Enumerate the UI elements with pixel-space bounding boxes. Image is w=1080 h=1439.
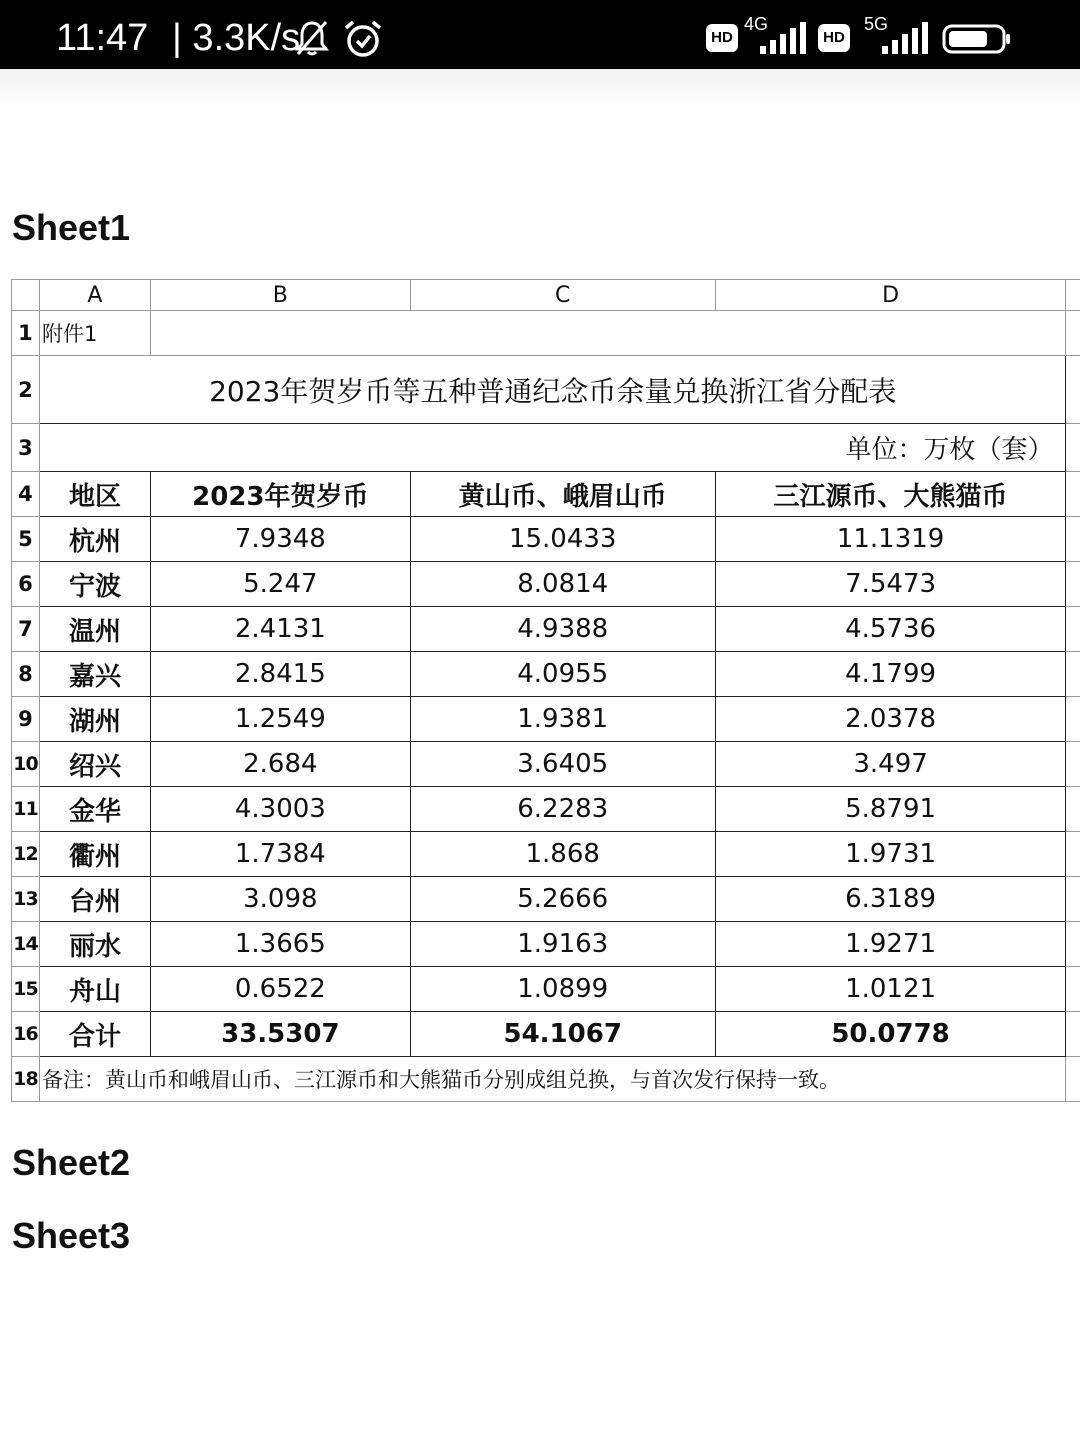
region-cell: 温州 bbox=[39, 607, 150, 652]
table-row bbox=[12, 652, 1080, 697]
row-number[interactable]: 12 bbox=[12, 832, 40, 877]
value-cell: 4.5736 bbox=[715, 607, 1066, 652]
table-cell bbox=[1066, 697, 1080, 742]
row-number[interactable]: 18 bbox=[12, 1057, 40, 1102]
column-header[interactable]: D bbox=[715, 280, 1066, 311]
table-cell bbox=[1066, 311, 1080, 356]
table-row bbox=[12, 967, 1080, 1012]
table-row bbox=[12, 424, 1080, 472]
header-cell: 地区 bbox=[39, 472, 150, 517]
total-row bbox=[12, 1012, 1080, 1057]
region-cell: 嘉兴 bbox=[39, 652, 150, 697]
table-row bbox=[12, 356, 1080, 424]
table-cell bbox=[1066, 424, 1080, 472]
value-cell: 7.5473 bbox=[715, 562, 1066, 607]
network-type-label: 5G bbox=[864, 14, 889, 34]
value-cell: 2.8415 bbox=[150, 652, 410, 697]
region-cell: 台州 bbox=[39, 877, 150, 922]
table-cell bbox=[1066, 877, 1080, 922]
signal-icon bbox=[758, 22, 808, 56]
total-value: 33.5307 bbox=[150, 1012, 410, 1057]
table-cell bbox=[1066, 472, 1080, 517]
row-number[interactable]: 13 bbox=[12, 877, 40, 922]
value-cell: 3.6405 bbox=[410, 742, 715, 787]
value-cell: 2.0378 bbox=[715, 697, 1066, 742]
table-row bbox=[12, 607, 1080, 652]
table-cell bbox=[1066, 832, 1080, 877]
unit-label: 单位：万枚（套） bbox=[39, 424, 1066, 472]
value-cell: 1.9271 bbox=[715, 922, 1066, 967]
region-cell: 丽水 bbox=[39, 922, 150, 967]
table-cell bbox=[1066, 562, 1080, 607]
table-row bbox=[12, 697, 1080, 742]
value-cell: 1.9163 bbox=[410, 922, 715, 967]
table-header-row bbox=[12, 472, 1080, 517]
value-cell: 5.8791 bbox=[715, 787, 1066, 832]
row-number[interactable]: 4 bbox=[12, 472, 40, 517]
table-cell bbox=[1066, 356, 1080, 424]
region-cell: 湖州 bbox=[39, 697, 150, 742]
region-cell: 金华 bbox=[39, 787, 150, 832]
value-cell: 0.6522 bbox=[150, 967, 410, 1012]
value-cell: 2.4131 bbox=[150, 607, 410, 652]
column-header[interactable]: B bbox=[150, 280, 410, 311]
value-cell: 1.0899 bbox=[410, 967, 715, 1012]
table-cell bbox=[150, 311, 1066, 356]
header-cell: 黄山币、峨眉山币 bbox=[410, 472, 715, 517]
value-cell: 1.868 bbox=[410, 832, 715, 877]
note-row bbox=[12, 1057, 1080, 1102]
region-cell: 杭州 bbox=[39, 517, 150, 562]
value-cell: 5.247 bbox=[150, 562, 410, 607]
alarm-icon bbox=[342, 18, 384, 60]
column-header[interactable]: C bbox=[410, 280, 715, 311]
row-number[interactable]: 9 bbox=[12, 697, 40, 742]
table-row bbox=[12, 742, 1080, 787]
hd-badge: HD bbox=[818, 24, 850, 52]
row-number[interactable]: 1 bbox=[12, 311, 40, 356]
table-row bbox=[12, 787, 1080, 832]
clock: 11:47 bbox=[56, 17, 149, 59]
battery-icon bbox=[942, 24, 1012, 54]
row-number[interactable]: 10 bbox=[12, 742, 40, 787]
header-cell: 2023年贺岁币 bbox=[150, 472, 410, 517]
table-row bbox=[12, 832, 1080, 877]
table-row bbox=[12, 517, 1080, 562]
value-cell: 1.3665 bbox=[150, 922, 410, 967]
value-cell: 4.3003 bbox=[150, 787, 410, 832]
table-row bbox=[12, 562, 1080, 607]
row-number[interactable]: 3 bbox=[12, 424, 40, 472]
region-cell: 宁波 bbox=[39, 562, 150, 607]
region-cell: 舟山 bbox=[39, 967, 150, 1012]
header-cell: 三江源币、大熊猫币 bbox=[715, 472, 1066, 517]
value-cell: 11.1319 bbox=[715, 517, 1066, 562]
table-row bbox=[12, 877, 1080, 922]
network-type-label: 4G bbox=[744, 14, 769, 34]
value-cell: 3.098 bbox=[150, 877, 410, 922]
table-cell bbox=[1066, 607, 1080, 652]
value-cell: 3.497 bbox=[715, 742, 1066, 787]
sheet-title: Sheet3 bbox=[12, 1215, 131, 1256]
network-speed: | 3.3K/s bbox=[172, 17, 301, 59]
table-cell bbox=[1066, 1057, 1080, 1102]
value-cell: 2.684 bbox=[150, 742, 410, 787]
row-number[interactable]: 14 bbox=[12, 922, 40, 967]
spreadsheet-table bbox=[11, 279, 1080, 1102]
value-cell: 15.0433 bbox=[410, 517, 715, 562]
hd-badge: HD bbox=[706, 24, 738, 52]
value-cell: 1.2549 bbox=[150, 697, 410, 742]
value-cell: 6.2283 bbox=[410, 787, 715, 832]
table-cell bbox=[1066, 1012, 1080, 1057]
value-cell: 4.0955 bbox=[410, 652, 715, 697]
total-label: 合计 bbox=[39, 1012, 150, 1057]
row-number[interactable]: 11 bbox=[12, 787, 40, 832]
row-number[interactable]: 8 bbox=[12, 652, 40, 697]
corner-cell bbox=[12, 280, 40, 311]
row-number[interactable]: 5 bbox=[12, 517, 40, 562]
value-cell: 1.9731 bbox=[715, 832, 1066, 877]
table-cell bbox=[1066, 652, 1080, 697]
value-cell: 1.7384 bbox=[150, 832, 410, 877]
note-text: 备注：黄山币和峨眉山币、三江源币和大熊猫币分别成组兑换，与首次发行保持一致。 bbox=[39, 1057, 1066, 1102]
value-cell: 7.9348 bbox=[150, 517, 410, 562]
bell-off-icon bbox=[292, 18, 332, 58]
value-cell: 6.3189 bbox=[715, 877, 1066, 922]
table-cell bbox=[1066, 742, 1080, 787]
value-cell: 1.0121 bbox=[715, 967, 1066, 1012]
row-number[interactable]: 6 bbox=[12, 562, 40, 607]
column-header bbox=[1066, 280, 1080, 311]
total-value: 54.1067 bbox=[410, 1012, 715, 1057]
attachment-label: 附件1 bbox=[39, 311, 150, 356]
toolbar-shadow bbox=[0, 69, 1080, 109]
region-cell: 绍兴 bbox=[39, 742, 150, 787]
signal-icon bbox=[880, 22, 930, 56]
row-number[interactable]: 15 bbox=[12, 967, 40, 1012]
row-number[interactable]: 7 bbox=[12, 607, 40, 652]
table-row bbox=[12, 922, 1080, 967]
table-cell bbox=[1066, 967, 1080, 1012]
table-row bbox=[12, 311, 1080, 356]
value-cell: 8.0814 bbox=[410, 562, 715, 607]
total-value: 50.0778 bbox=[715, 1012, 1066, 1057]
table-cell bbox=[1066, 922, 1080, 967]
sheet-title: Sheet1 bbox=[12, 207, 131, 248]
value-cell: 1.9381 bbox=[410, 697, 715, 742]
column-header[interactable]: A bbox=[39, 280, 150, 311]
row-number[interactable]: 16 bbox=[12, 1012, 40, 1057]
table-cell bbox=[1066, 517, 1080, 562]
table-title: 2023年贺岁币等五种普通纪念币余量兑换浙江省分配表 bbox=[39, 356, 1066, 424]
value-cell: 5.2666 bbox=[410, 877, 715, 922]
value-cell: 4.9388 bbox=[410, 607, 715, 652]
region-cell: 衢州 bbox=[39, 832, 150, 877]
column-header-row bbox=[12, 280, 1080, 311]
table-cell bbox=[1066, 787, 1080, 832]
value-cell: 4.1799 bbox=[715, 652, 1066, 697]
row-number[interactable]: 2 bbox=[12, 356, 40, 424]
sheet-title: Sheet2 bbox=[12, 1142, 131, 1183]
status-bar bbox=[0, 0, 1080, 69]
